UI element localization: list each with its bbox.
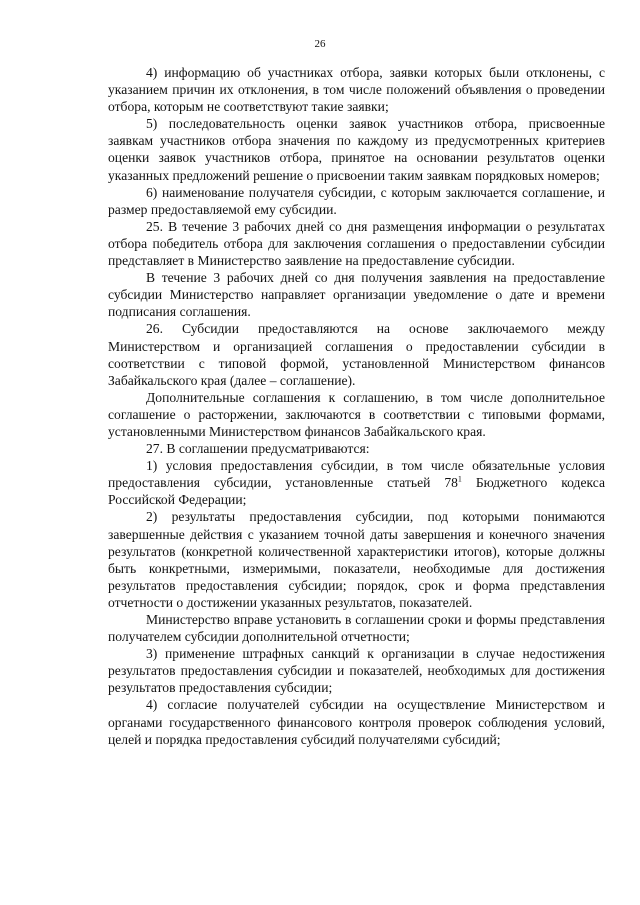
paragraph-consent-inspections: 4) согласие получателей субсидии на осуществление Министерством и органами государственного финансового контроля проверок соблюдения условий, целей и порядка предоставления субсидий получателями субсидий; xyxy=(108,697,605,747)
paragraph-penalties: 3) применение штрафных санкций к организации в случае недостижения результатов предоставления субсидии и показателей, необходимых для достижения результатов предоставления субсидии; xyxy=(108,646,605,696)
document-body xyxy=(108,64,605,748)
paragraph-additional-agreements: Дополнительные соглашения к соглашению, в том числе дополнительное соглашение о расторжении, заключаются в соответствии с типовыми формами, установленными Министерством финансов Забайкальского края. xyxy=(108,389,605,439)
paragraph-additional-reporting: Министерство вправе установить в соглашении сроки и формы представления получателем субсидии дополнительной отчетности; xyxy=(108,612,605,645)
paragraph-conditions-tail: Бюджетного кодекса Российской Федерации; xyxy=(108,475,605,508)
paragraph-conditions xyxy=(108,457,605,508)
paragraph-results: 2) результаты предоставления субсидии, под которыми понимаются завершенные действия с указанием точной даты завершения и конечного значения результатов (конкретной количественной характеристики итогов), которые должны быть конкретными, измеримыми, показатели, необходимые для достижения результатов предоставления субсидии; порядок, срок и форма представления отчетности о достижении указанных результатов, показателей. xyxy=(108,509,605,610)
paragraph-notification: В течение 3 рабочих дней со дня получения заявления на предоставление субсидии Министерство направляет организации уведомление о дате и времени подписания соглашения. xyxy=(108,270,605,320)
page-number: 26 xyxy=(314,38,326,50)
paragraph-5-evaluation-sequence: 5) последовательность оценки заявок участников отбора, присвоенные заявкам участников отбора значения по каждому из предусмотренных критериев оценки заявок участников отбора, принятое на основании результатов оценки указанных предложений решение о присвоении таким заявкам порядковых номеров; xyxy=(108,116,605,183)
paragraph-conditions-text: 1) условия предоставления субсидии, в том числе обязательные условия предоставления субсидии, установленные статьей 78 xyxy=(108,458,605,491)
paragraph-6-recipient-name: 6) наименование получателя субсидии, с которым заключается соглашение, и размер предоставляемой ему субсидии. xyxy=(108,184,605,217)
paragraph-27-heading: 27. В соглашении предусматриваются: xyxy=(146,441,370,457)
article-superscript: 1 xyxy=(457,474,462,484)
paragraph-4-participants-info: 4) информацию об участниках отбора, заявки которых были отклонены, с указанием причин их отклонения, в том числе положений объявления о проведении отбора, которым не соответствуют такие заявки; xyxy=(108,65,605,115)
paragraph-26-agreement: 26. Субсидии предоставляются на основе заключаемого между Министерством и организацией соглашения о предоставлении субсидии в соответствии с типовой формой, установленной Министерством финансов Забайкальского края (далее – соглашение). xyxy=(108,321,605,388)
paragraph-25-application: 25. В течение 3 рабочих дней со дня размещения информации о результатах отбора победитель отбора для заключения соглашения о предоставлении субсидии представляет в Министерство заявление на предоставление субсидии. xyxy=(108,218,605,269)
